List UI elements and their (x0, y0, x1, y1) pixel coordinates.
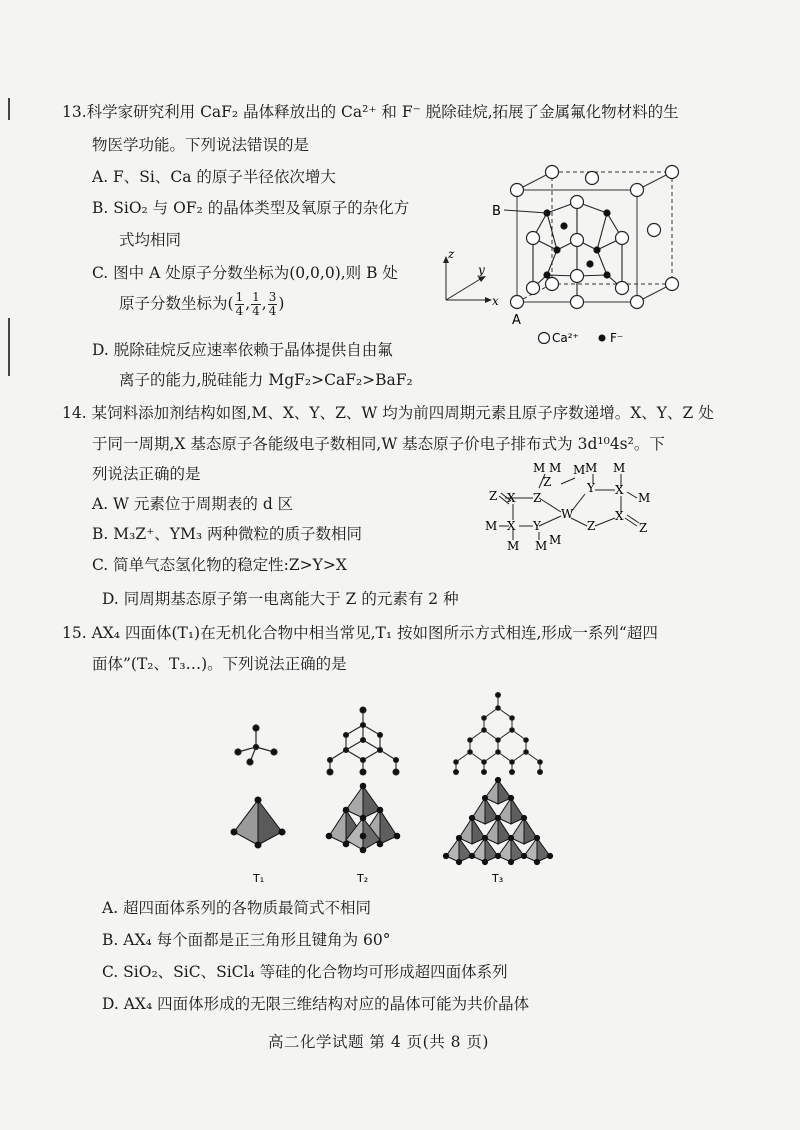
q13-option-c-coord-prefix: 原子分数坐标为( (119, 294, 234, 313)
axis-x-label: x (492, 294, 499, 308)
struct-m-4: M (585, 461, 598, 475)
struct-m-5: M (613, 461, 626, 475)
q13-option-b-line2: 式均相同 (119, 231, 182, 249)
q14-stem-line3: 列说法正确的是 (92, 465, 201, 483)
q15-option-c: C. SiO₂、SiC、SiCl₄ 等硅的化合物均可形成超四面体系列 (102, 963, 508, 981)
axis-y-label: y (478, 263, 485, 277)
supertetrahedra-figure (218, 690, 558, 890)
q15-stem-line1: 15. AX₄ 四面体(T₁)在无机化合物中相当常见,T₁ 按如图所示方式相连,形成一系列“超四 (62, 624, 658, 642)
struct-y-top: Y (587, 481, 595, 495)
struct-x-right: X (615, 509, 624, 523)
legend-f: F⁻ (610, 331, 624, 345)
struct-m-8: M (507, 539, 520, 553)
q14-option-b: B. M₃Z⁺、YM₃ 两种微粒的质子数相同 (92, 525, 363, 543)
left-margin-mark (8, 98, 10, 120)
struct-m-7: M (485, 519, 498, 533)
label-a: A (512, 313, 521, 328)
q13-stem-line2: 物医学功能。下列说法错误的是 (92, 136, 310, 154)
struct-x-top: X (615, 483, 624, 497)
struct-w: W (561, 507, 574, 521)
q15-stem-line2: 面体”(T₂、T₃…)。下列说法正确的是 (92, 655, 347, 673)
struct-z-top: Z (543, 475, 552, 489)
fraction-1-4-b: $\frac{1}{4}$ (252, 290, 260, 318)
q14-option-a: A. W 元素位于周期表的 d 区 (92, 495, 294, 513)
struct-z-right: Z (639, 521, 648, 535)
label-t3: T₃ (492, 872, 504, 885)
q15-option-a: A. 超四面体系列的各物质最简式不相同 (102, 899, 372, 917)
struct-z-left: Z (489, 489, 498, 503)
q13-option-d-line1: D. 脱除硅烷反应速率依赖于晶体提供自由氟 (92, 341, 393, 359)
q13-option-c-line1: C. 图中 A 处原子分数坐标为(0,0,0),则 B 处 (92, 264, 398, 282)
struct-m-10: M (549, 533, 562, 547)
struct-m-1: M (533, 461, 546, 475)
fraction-3-4: $\frac{3}{4}$ (268, 290, 277, 318)
q13-option-b-line1: B. SiO₂ 与 OF₂ 的晶体类型及氧原子的杂化方 (92, 199, 410, 217)
feed-additive-structure (475, 460, 685, 555)
caf2-unit-cell-figure (432, 160, 692, 350)
q13-stem-line1: 13.科学家研究利用 CaF₂ 晶体释放出的 Ca²⁺ 和 F⁻ 脱除硅烷,拓展了金属氟化物材料的生 (62, 103, 679, 121)
struct-x-bottom: X (507, 519, 516, 533)
struct-y-bottom: Y (533, 519, 541, 533)
axis-z-label: z (448, 247, 455, 261)
q14-stem-line2: 于同一周期,X 基态原子各能级电子数相同,W 基态原子价电子排布式为 3d¹⁰4s²。下 (92, 435, 665, 453)
label-b: B (492, 204, 501, 219)
q15-option-d: D. AX₄ 四面体形成的无限三维结构对应的晶体可能为共价晶体 (102, 995, 530, 1013)
q14-stem-line1: 14. 某饲料添加剂结构如图,M、X、Y、Z、W 均为前四周期元素且原子序数递增。X、Y、Z 处 (62, 404, 714, 422)
struct-m-2: M (549, 461, 562, 475)
struct-m-6: M (638, 491, 651, 505)
q13-option-c-line2: 原子分数坐标为( $\frac{1}{4}$ , $\frac{1}{4}$ , $\frac{3}{4}$ ) (119, 290, 285, 318)
page-footer: 高二化学试题 第 4 页(共 8 页) (268, 1033, 489, 1051)
label-t1: T₁ (253, 872, 265, 885)
q14-option-d: D. 同周期基态原子第一电离能大于 Z 的元素有 2 种 (102, 590, 459, 608)
fraction-1-4: $\frac{1}{4}$ (235, 290, 244, 318)
label-t2: T₂ (357, 872, 369, 885)
q14-option-c: C. 简单气态氢化物的稳定性:Z>Y>X (92, 556, 347, 574)
struct-z-mid: Z (533, 491, 542, 505)
struct-m-9: M (535, 539, 548, 553)
q13-option-a: A. F、Si、Ca 的原子半径依次增大 (92, 168, 336, 186)
q15-option-b: B. AX₄ 每个面都是正三角形且键角为 60° (102, 931, 391, 949)
struct-x-left: X (507, 491, 516, 505)
struct-m-3: M (573, 463, 586, 477)
legend-ca: Ca²⁺ (552, 331, 579, 345)
q13-option-d-line2: 离子的能力,脱硅能力 MgF₂>CaF₂>BaF₂ (119, 371, 413, 389)
struct-z-bottom: Z (587, 519, 596, 533)
left-margin-mark-2 (8, 318, 10, 376)
